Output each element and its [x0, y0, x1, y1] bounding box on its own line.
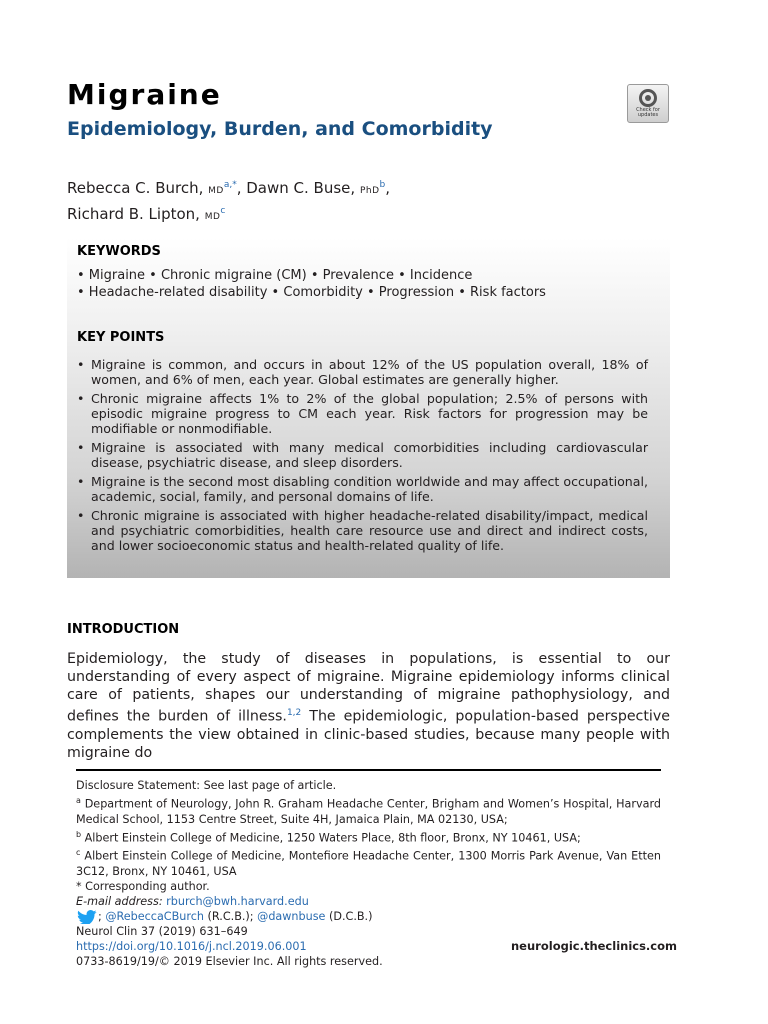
author-1-degree: MD	[208, 186, 224, 196]
separator: ;	[98, 910, 106, 924]
key-point-item	[77, 474, 648, 504]
check-for-updates-badge[interactable]	[627, 84, 669, 123]
disclosure-statement: Disclosure Statement: See last page of article.	[76, 779, 337, 792]
affiliation-marker: c	[76, 848, 81, 858]
twitter-bird-icon	[76, 910, 98, 924]
author-1-name: Rebecca C. Burch,	[67, 179, 209, 197]
key-points-heading: KEY POINTS	[77, 330, 165, 345]
author-3-affiliation[interactable]: c	[220, 206, 226, 216]
copyright-line: 0733-8619/19/© 2019 Elsevier Inc. All rights reserved.	[76, 955, 383, 968]
bullet: •	[77, 474, 85, 489]
bullet: •	[77, 391, 85, 406]
key-point-text: Migraine is the second most disabling condition worldwide and may affect occupational, academic, social, family, and personal domains of life.	[91, 474, 648, 504]
badge-label: Check for updates	[636, 107, 660, 118]
key-point-item	[77, 508, 648, 553]
affiliation-c	[76, 845, 661, 879]
check-for-updates-icon	[639, 89, 657, 107]
email-link[interactable]: rburch@bwh.harvard.edu	[166, 895, 309, 909]
twitter-handle-link[interactable]: @RebeccaCBurch	[105, 910, 204, 924]
key-point-item	[77, 391, 648, 436]
twitter-line	[76, 909, 661, 924]
author-2-degree: PhD	[359, 186, 380, 196]
paragraph-text: Epidemiology, the study of diseases in populations, is essential to our understanding of every aspect of migraine. Migraine epidemiology informs clinical care of patients, shapes our understanding of migraine pathophysiology, and defines the burden of illness.	[67, 651, 670, 725]
affiliation-text: Albert Einstein College of Medicine, Montefiore Headache Center, 1300 Morris Park Avenue, Van Etten 3C12, Bronx, NY 10461, USA	[76, 850, 661, 879]
author-list	[67, 175, 390, 227]
author-2-affiliation[interactable]: b	[379, 180, 386, 190]
keywords-line-1: • Migraine • Chronic migraine (CM) • Prevalence • Incidence	[77, 268, 473, 283]
keywords-heading: KEYWORDS	[77, 244, 161, 259]
bullet: •	[77, 357, 85, 372]
article-title: Migraine	[67, 78, 222, 111]
article-subtitle: Epidemiology, Burden, and Comorbidity	[67, 118, 493, 140]
author-separator: ,	[385, 179, 390, 197]
affiliation-text: Department of Neurology, John R. Graham Headache Center, Brigham and Women’s Hospital, Harvard Medical School, 1153 Centre Street, Suite 4H, Jamaica Plain, MA 02130, USA;	[76, 797, 661, 826]
reference-link[interactable]: 1,2	[286, 708, 302, 718]
keywords-line-2: • Headache-related disability • Comorbidity • Progression • Risk factors	[77, 285, 546, 300]
author-2-name: , Dawn C. Buse,	[236, 179, 360, 197]
citation-block	[76, 924, 506, 969]
footnote-divider	[76, 769, 661, 771]
author-initials: (D.C.B.)	[325, 910, 373, 924]
email-label: E-mail address:	[76, 895, 167, 909]
section-heading-introduction: INTRODUCTION	[67, 622, 180, 637]
key-point-text: Migraine is common, and occurs in about 12% of the US population overall, 18% of women, and 6% of men, each year. Global estimates are generally higher.	[91, 357, 648, 387]
key-point-item	[77, 357, 648, 387]
bullet: •	[77, 440, 85, 455]
author-3-degree: MD	[204, 212, 221, 222]
affiliation-a	[76, 793, 661, 827]
corresponding-author: * Corresponding author.	[76, 880, 210, 894]
affiliation-marker: a	[76, 796, 81, 805]
key-point-text: Migraine is associated with many medical comorbidities including cardiovascular disease, psychiatric disease, and sleep disorders.	[91, 440, 648, 470]
twitter-handle-link[interactable]: @dawnbuse	[257, 910, 326, 924]
introduction-paragraph	[67, 650, 670, 762]
bullet: •	[77, 508, 85, 523]
key-point-item	[77, 440, 648, 470]
key-point-text: Chronic migraine is associated with higher headache-related disability/impact, medical and psychiatric comorbidities, health care resource use and direct and indirect costs, and lower socioeconomic status and health-related quality of life.	[91, 508, 648, 553]
author-initials: (R.C.B.);	[203, 910, 258, 924]
author-3-name: Richard B. Lipton,	[67, 205, 205, 223]
key-point-text: Chronic migraine affects 1% to 2% of the global population; 2.5% of persons with episodic migraine progress to CM each year. Risk factors for progression may be modifiable or nonmodifiable.	[91, 391, 648, 436]
email-line	[76, 894, 661, 909]
doi-link[interactable]: https://doi.org/10.1016/j.ncl.2019.06.001	[76, 940, 307, 953]
affiliation-text: Albert Einstein College of Medicine, 1250 Waters Place, 8th floor, Bronx, NY 10461, USA;	[81, 831, 581, 845]
affiliation-marker: b	[76, 829, 82, 839]
journal-citation: Neurol Clin 37 (2019) 631–649	[76, 925, 248, 938]
journal-website[interactable]: neurologic.theclinics.com	[511, 939, 677, 953]
author-1-affiliation[interactable]: a,*	[223, 180, 237, 190]
footnotes	[76, 778, 661, 924]
affiliation-b	[76, 827, 661, 846]
paragraph-text-continued: The epidemiologic, population-based perspective complements the view obtained in clinic-based studies, because many people with migraine do	[67, 708, 670, 761]
